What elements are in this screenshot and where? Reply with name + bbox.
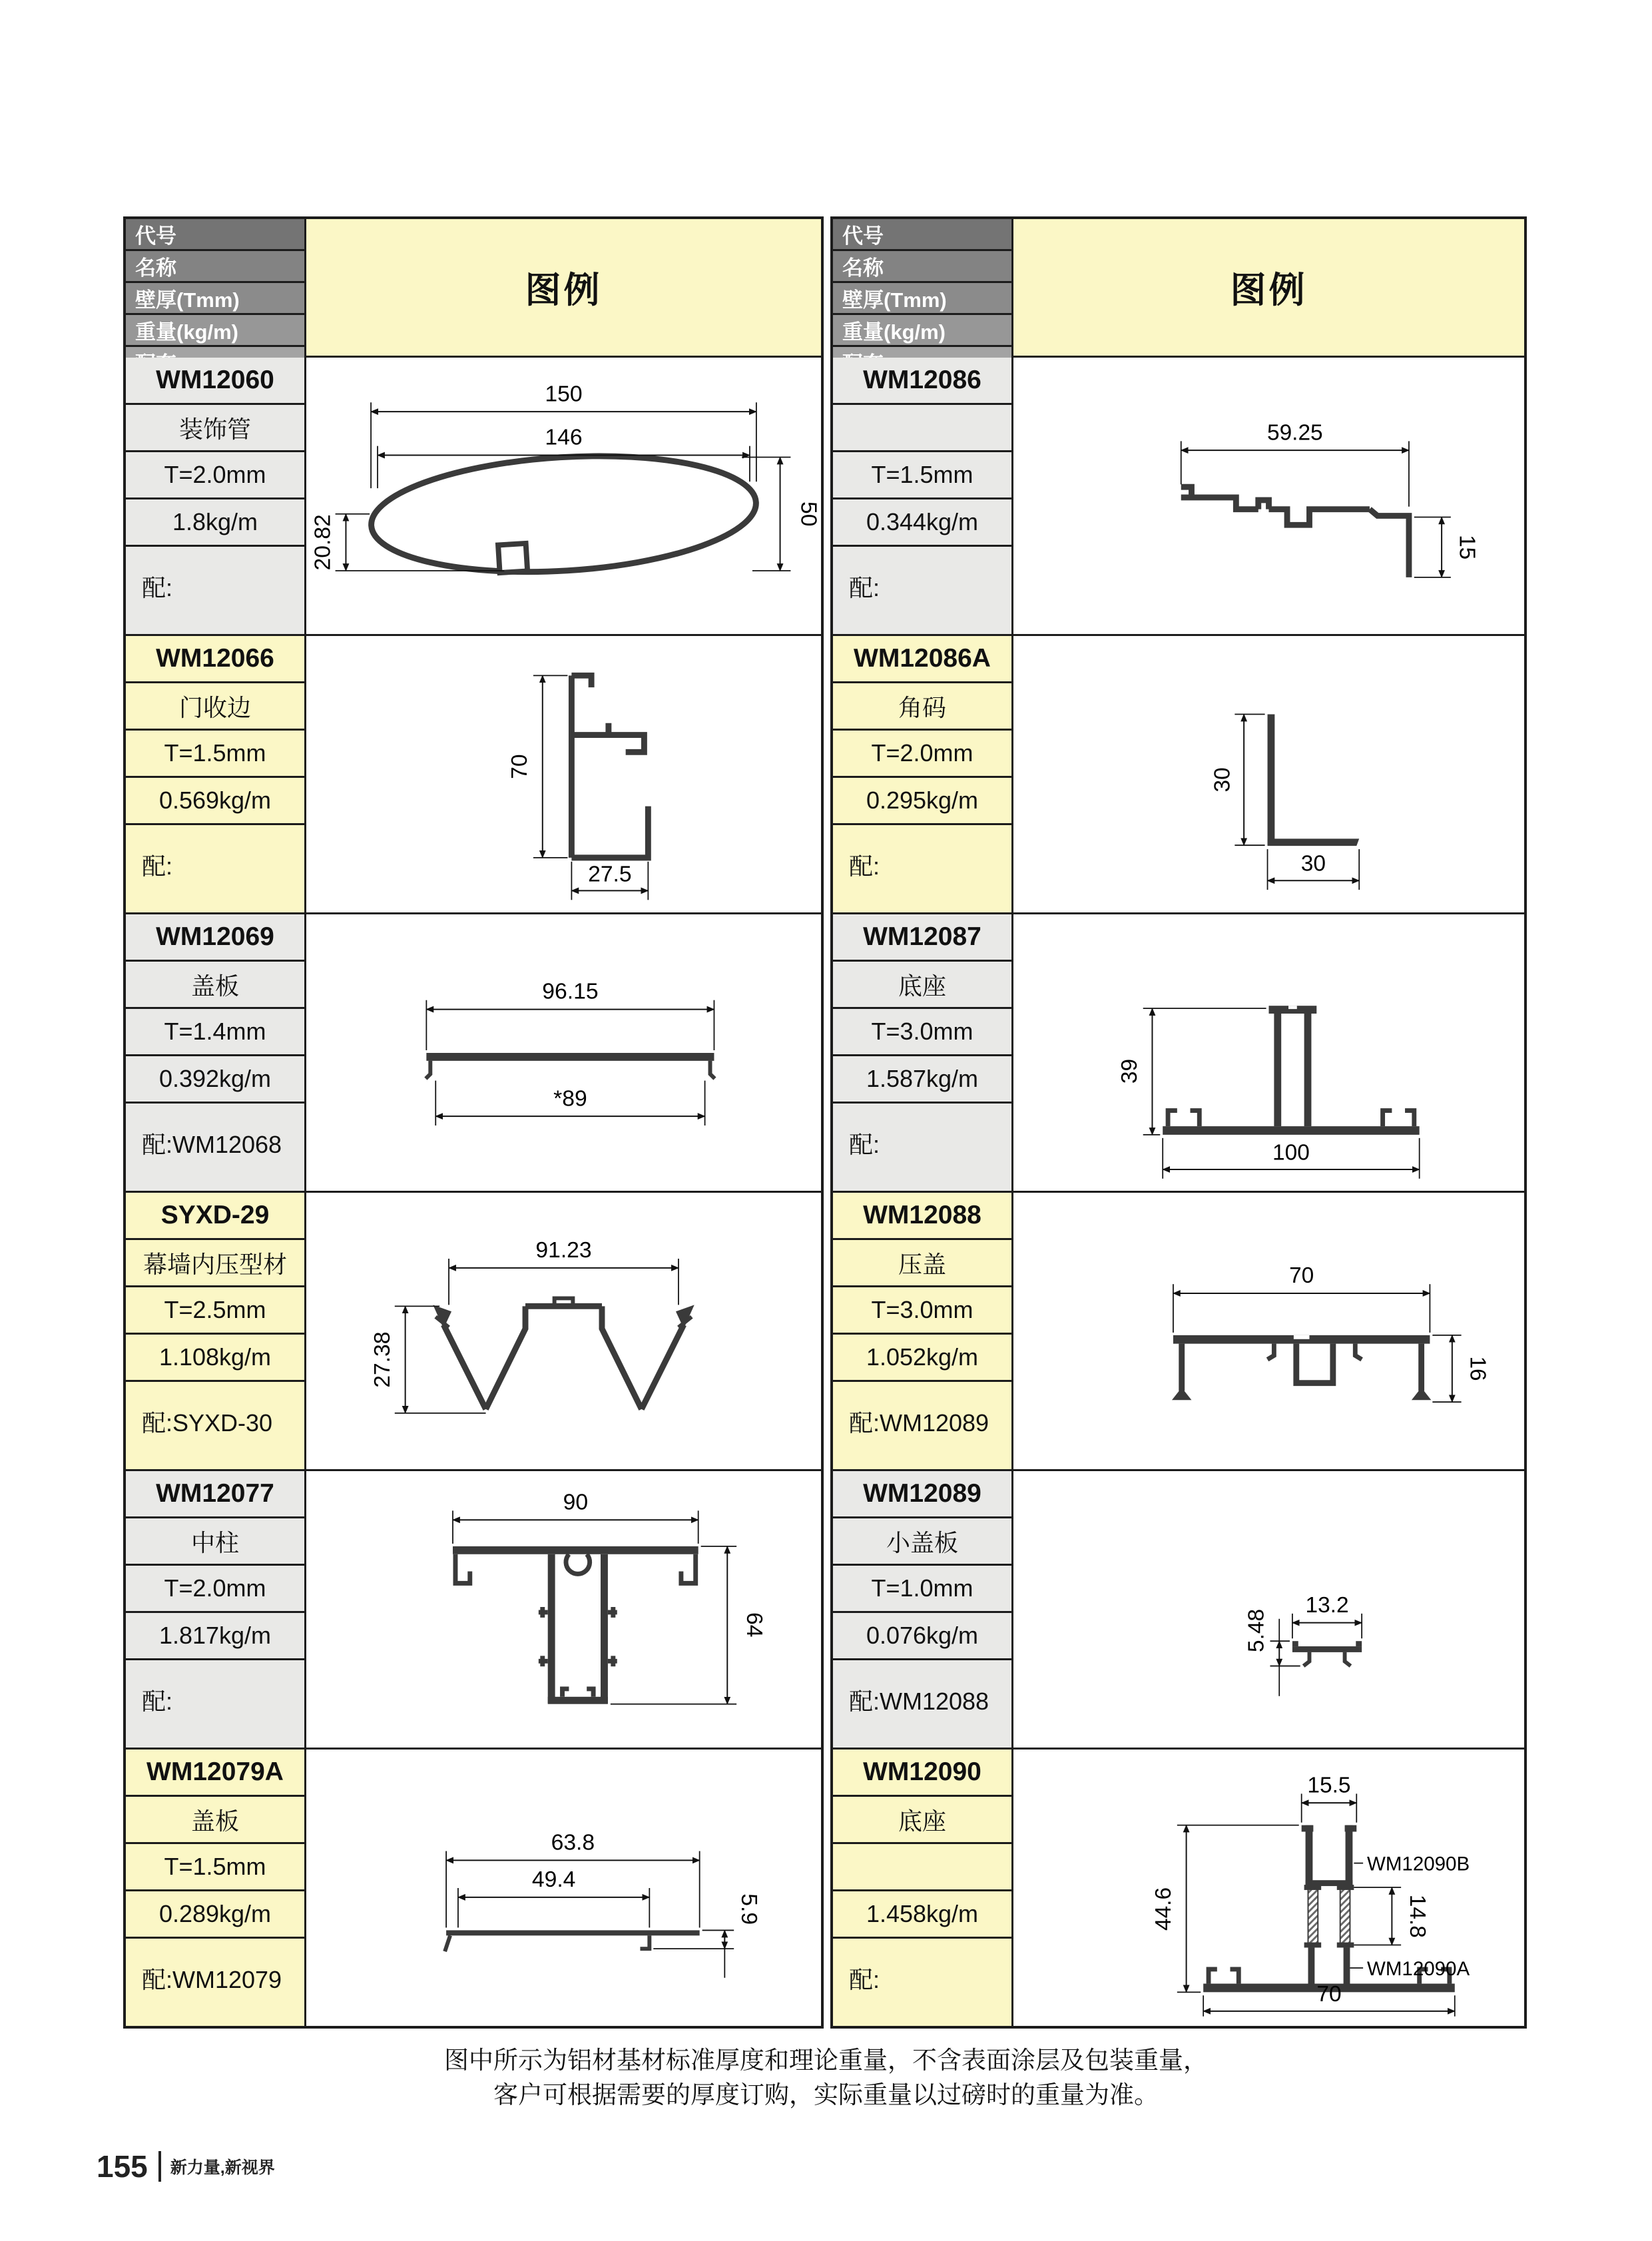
diagram-wm12066	[306, 636, 821, 912]
dim-label: 70	[1316, 1982, 1342, 2007]
weight-cell: 0.289kg/m	[126, 1891, 304, 1937]
match-cell: 配:WM12068	[126, 1104, 304, 1191]
footer-brand: 新力量,新视界	[170, 2158, 275, 2177]
match-cell: 配:WM12079	[126, 1939, 304, 2026]
diagram-wm12086	[1013, 358, 1524, 634]
diagram-syxd29	[306, 1193, 821, 1469]
dim-label: 59.25	[1267, 420, 1323, 446]
code-cell: WM12086	[833, 358, 1011, 403]
name-cell: 门收边	[126, 683, 304, 729]
thickness-cell: T=1.5mm	[833, 452, 1011, 497]
weight-cell: 0.569kg/m	[126, 778, 304, 823]
weight-cell: 1.587kg/m	[833, 1056, 1011, 1102]
code-cell: WM12086A	[833, 636, 1011, 681]
weight-cell: 1.458kg/m	[833, 1891, 1011, 1937]
dim-label: 100	[1272, 1140, 1310, 1165]
name-cell: 装饰管	[126, 405, 304, 450]
diagram-wm12060	[306, 358, 821, 634]
dim-label: 14.8	[1404, 1894, 1430, 1938]
dim-label: 5.9	[736, 1893, 762, 1925]
diagram-wm12086a	[1013, 636, 1524, 912]
weight-cell: 0.295kg/m	[833, 778, 1011, 823]
name-cell: 角码	[833, 683, 1011, 729]
code-cell: WM12066	[126, 636, 304, 681]
name-cell: 盖板	[126, 1797, 304, 1842]
name-cell: 盖板	[126, 962, 304, 1007]
weight-cell: 0.076kg/m	[833, 1613, 1011, 1658]
dim-label: 30	[1300, 851, 1326, 876]
header-thickness: 壁厚(Tmm)	[833, 283, 1011, 313]
header-code: 代号	[126, 219, 304, 249]
match-cell: 配:	[126, 825, 304, 912]
dim-label: 49.4	[531, 1867, 576, 1893]
name-cell	[833, 405, 1011, 450]
name-cell: 幕墙内压型材	[126, 1240, 304, 1285]
footnote-line2: 客户可根据需要的厚度订购，实际重量以过磅时的重量为准。	[493, 2081, 1159, 2108]
code-cell: WM12088	[833, 1193, 1011, 1238]
match-cell: 配:	[833, 825, 1011, 912]
thickness-cell: T=1.5mm	[126, 1844, 304, 1889]
code-cell: WM12077	[126, 1471, 304, 1516]
dim-label: 64	[742, 1612, 767, 1638]
match-cell: 配:WM12088	[833, 1660, 1011, 1748]
dim-label: *89	[553, 1086, 587, 1112]
dim-label: 13.2	[1305, 1592, 1349, 1618]
thickness-cell: T=2.0mm	[126, 1566, 304, 1611]
header-name: 名称	[126, 251, 304, 281]
diagram-wm12088	[1013, 1193, 1524, 1469]
info-wm12077	[126, 1471, 304, 1748]
thickness-cell: T=1.4mm	[126, 1009, 304, 1054]
dim-label: 63.8	[551, 1830, 595, 1855]
diagram-wm12069	[306, 914, 821, 1191]
weight-cell: 0.344kg/m	[833, 499, 1011, 545]
match-cell: 配:	[126, 547, 304, 634]
thickness-cell: T=2.5mm	[126, 1287, 304, 1333]
info-syxd29	[126, 1193, 304, 1469]
dim-label: 27.5	[588, 862, 632, 887]
dim-label: 20.82	[310, 514, 336, 571]
diagram-wm12087	[1013, 914, 1524, 1191]
name-cell: 小盖板	[833, 1518, 1011, 1564]
name-cell: 底座	[833, 1797, 1011, 1842]
info-wm12069	[126, 914, 304, 1191]
dim-label: 146	[545, 425, 583, 450]
table-header-labels	[833, 219, 1011, 356]
footer-divider	[158, 2151, 161, 2182]
match-cell: 配:SYXD-30	[126, 1382, 304, 1469]
info-wm12090	[833, 1750, 1011, 2026]
info-wm12079a	[126, 1750, 304, 2026]
thickness-cell	[833, 1844, 1011, 1889]
dim-label: 30	[1210, 767, 1235, 793]
code-cell: WM12060	[126, 358, 304, 403]
match-cell: 配:WM12089	[833, 1382, 1011, 1469]
diagram-wm12090	[1013, 1750, 1524, 2026]
dim-label: 70	[1289, 1263, 1314, 1289]
dim-label: 50	[796, 501, 821, 527]
weight-cell: 1.817kg/m	[126, 1613, 304, 1658]
diagram-wm12077	[306, 1471, 821, 1748]
dim-label: 16	[1465, 1356, 1490, 1381]
info-wm12088	[833, 1193, 1011, 1469]
dim-label: 90	[563, 1490, 589, 1515]
diagram-wm12089	[1013, 1471, 1524, 1748]
thickness-cell: T=2.0mm	[126, 452, 304, 497]
footnote-line1: 图中所示为铝材基材标准厚度和理论重量，不含表面涂层及包装重量，	[444, 2047, 1208, 2074]
legend-header: 图例	[1013, 219, 1524, 356]
diagram-wm12079a	[306, 1750, 821, 2026]
dim-label: 39	[1117, 1058, 1142, 1084]
code-cell: WM12087	[833, 914, 1011, 960]
header-code: 代号	[833, 219, 1011, 249]
info-wm12086	[833, 358, 1011, 634]
thickness-cell: T=1.0mm	[833, 1566, 1011, 1611]
dim-label: 15	[1454, 535, 1480, 560]
thickness-cell: T=3.0mm	[833, 1009, 1011, 1054]
dim-label: 5.48	[1244, 1608, 1269, 1652]
name-cell: 底座	[833, 962, 1011, 1007]
thickness-cell: T=2.0mm	[833, 731, 1011, 776]
header-weight: 重量(kg/m)	[833, 315, 1011, 345]
page-footer	[97, 2148, 275, 2184]
weight-cell: 1.052kg/m	[833, 1335, 1011, 1380]
info-wm12087	[833, 914, 1011, 1191]
dim-label: 150	[545, 382, 583, 407]
header-thickness: 壁厚(Tmm)	[126, 283, 304, 313]
weight-cell: 1.8kg/m	[126, 499, 304, 545]
info-wm12086a	[833, 636, 1011, 912]
code-cell: WM12069	[126, 914, 304, 960]
name-cell: 压盖	[833, 1240, 1011, 1285]
dim-label: 91.23	[535, 1238, 592, 1263]
profile-table-left	[123, 216, 824, 2029]
thickness-cell: T=3.0mm	[833, 1287, 1011, 1333]
code-cell: WM12089	[833, 1471, 1011, 1516]
dim-label: 27.38	[370, 1331, 395, 1388]
footnote	[0, 2043, 1652, 2112]
info-wm12060	[126, 358, 304, 634]
match-cell: 配:	[126, 1660, 304, 1748]
code-cell: SYXD-29	[126, 1193, 304, 1238]
code-cell: WM12079A	[126, 1750, 304, 1795]
part-label: WM12090B	[1367, 1853, 1470, 1875]
match-cell: 配:	[833, 547, 1011, 634]
dim-label: 96.15	[542, 979, 599, 1004]
profile-table-right	[830, 216, 1527, 2029]
weight-cell: 1.108kg/m	[126, 1335, 304, 1380]
thickness-cell: T=1.5mm	[126, 731, 304, 776]
header-name: 名称	[833, 251, 1011, 281]
part-label: WM12090A	[1367, 1957, 1470, 1980]
code-cell: WM12090	[833, 1750, 1011, 1795]
dim-label: 15.5	[1307, 1773, 1351, 1798]
legend-header: 图例	[306, 219, 821, 356]
page-number: 155	[97, 2149, 148, 2184]
dim-label: 44.6	[1151, 1887, 1176, 1931]
dim-label: 70	[507, 754, 533, 779]
header-weight: 重量(kg/m)	[126, 315, 304, 345]
name-cell: 中柱	[126, 1518, 304, 1564]
info-wm12066	[126, 636, 304, 912]
weight-cell: 0.392kg/m	[126, 1056, 304, 1102]
match-cell: 配:	[833, 1104, 1011, 1191]
info-wm12089	[833, 1471, 1011, 1748]
table-header-labels	[126, 219, 304, 356]
match-cell: 配:	[833, 1939, 1011, 2026]
